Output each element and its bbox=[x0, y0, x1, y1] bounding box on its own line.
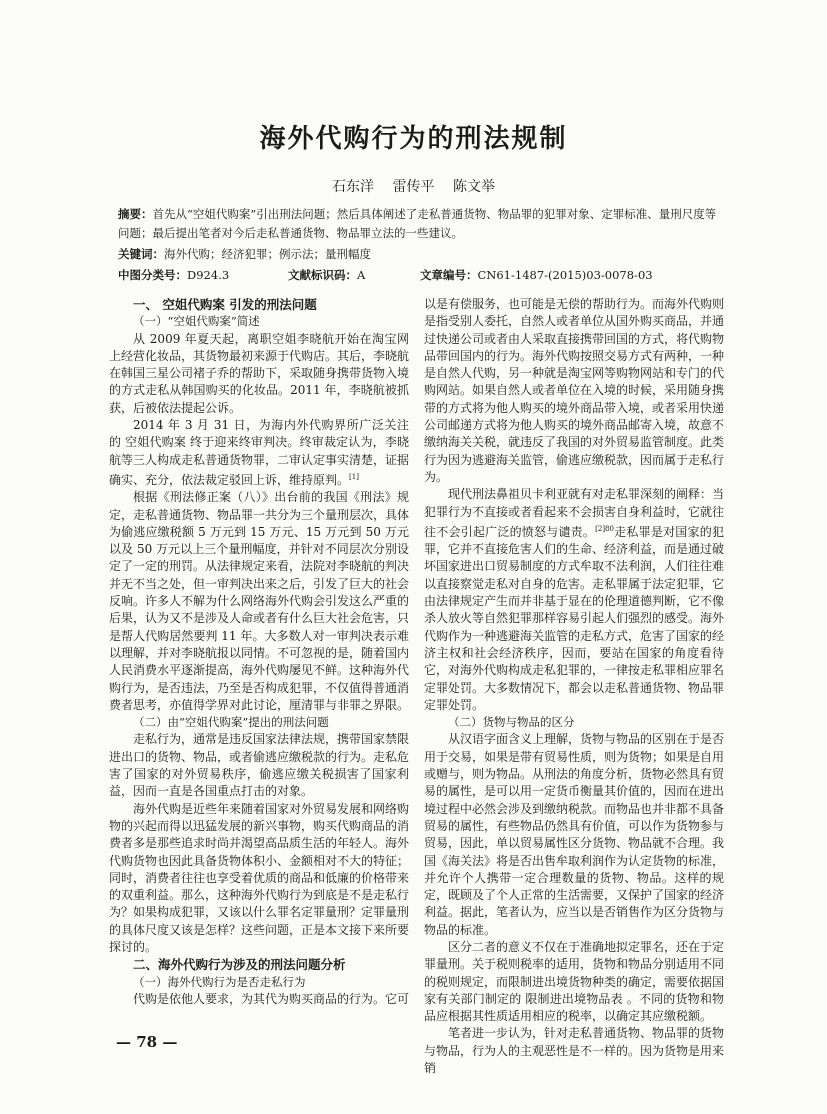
article-number: 文章编号：CN61-1487-(2015)03-0078-03 bbox=[420, 268, 653, 282]
paragraph: 以是有偿服务，也可能是无偿的帮助行为。而海外代购则是指受别人委托，自然人或者单位从国外购买商品，并通过快递公司或者由人采取直接携带回国的方式，将代购物品带回国内的行为。海外代购按照交易方式有两种，一种是自然人代购，另一种就是淘宝网等购物网站和专门的代购网站。如果自然人或者单位在入境的时候，采用随身携带的方式将为他人购买的境外商品带入境，或者采用快递公司邮递方式将为他人购买的境外商品邮寄入境，故意不缴纳海关关税，就违反了我国的对外贸易监管制度。此类行为因为逃避海关监管，偷逃应缴税款，因而属于走私行为。 bbox=[424, 297, 725, 484]
subsection-heading: （一）海外代购行为是否走私行为 bbox=[133, 974, 306, 989]
paragraph: 走私行为，通常是违反国家法律法规，携带国家禁限进出口的货物、物品，或者偷逃应缴税款的行为。走私危害了国家的对外贸易秩序，偷逃应缴关税损害了国家利益，因而一直是各国重点打击的对象。 bbox=[109, 732, 410, 799]
article-title: 海外代购行为的刑法规制 bbox=[259, 124, 568, 154]
citation-ref: [2]80 bbox=[595, 524, 614, 533]
left-column bbox=[109, 296, 409, 1008]
paragraph: 2014 年 3 月 31 日，为海内外代购界所广泛关注的 空姐代购案 终于迎来终审判决。终审裁定认为，李晓航等三人构成走私普通货物罪，二审认定事实清楚，证据确实、充分，依法裁定驳回上诉，维持原判。[1] bbox=[109, 418, 410, 487]
citation-ref: [1] bbox=[349, 472, 359, 481]
section-heading-2: 二、海外代购行为涉及的刑法问题分析 bbox=[133, 957, 346, 973]
author-list: 石东洋 雷传平 陈文举 bbox=[332, 179, 495, 195]
document-code: 文献标识码：A bbox=[288, 268, 366, 282]
paragraph: 从 2009 年夏天起，离职空姐李晓航开始在淘宝网上经营化妆品，其货物最初来源于代购店。其后，李晓航在韩国三星公司褚子乔的帮助下，采取随身携带货物入境的方式走私从韩国购买的化妆品。2011 年，李晓航被抓获，后被依法提起公诉。 bbox=[109, 331, 410, 415]
paragraph: 代购是依他人要求，为其代为购买商品的行为。它可 bbox=[133, 991, 410, 1006]
subsection-heading: （一）“空姐代购案”简述 bbox=[133, 314, 260, 329]
article-identifiers bbox=[118, 266, 728, 285]
paragraph: 区分二者的意义不仅在于准确地拟定罪名，还在于定罪量刑。关于税则税率的适用，货物和物品分别适用不同的税则规定，而限制进出境货物种类的确定，需要依据国家有关部门制定的 限制进出境物品表 。不同的货物和物品应根据其性质适用相应的税率，以确定其应缴税额。 bbox=[424, 939, 725, 1024]
page-number: — 78 — bbox=[116, 1033, 178, 1051]
paragraph: 海外代购是近些年来随着国家对外贸易发展和网络购物的兴起而得以迅猛发展的新兴事物，购买代购商品的消费者多是那些追求时尚并渴望高品质生活的年轻人。海外代购货物也因此具备货物体积小、金额相对不大的特征；同时，消费者往往也享受着优质的商品和低廉的价格带来的双重利益。那么，这种海外代购行为到底是不是走私行为？如果构成犯罪，又该以什么罪名定罪量刑？定罪量刑的具体尺度又该是怎样？这些问题，正是本文接下来所要探讨的。 bbox=[109, 801, 410, 954]
abstract-text: 首先从“空姐代购案”引出刑法问题；然后具体阐述了走私普通货物、物品罪的犯罪对象、定罪标准、量刑尺度等问题；最后提出笔者对今后走私普通货物、物品罪立法的一些建议。 bbox=[118, 207, 717, 240]
paragraph: 从汉语字面含义上理解，货物与物品的区别在于是否用于交易，如果是带有贸易性质，则为货物；如果是自用或赠与，则为物品。从刑法的角度分析，货物必然具有贸易的属性，是可以用一定货币衡量其价值的，因而在进出境过程中必然会涉及到缴纳税款。而物品也并非都不具备贸易的属性，有些物品仍然具有价值，可以作为货物参与贸易，因此，单以贸易属性区分货物、物品就不合理。我国《海关法》将是否出售牟取利润作为认定货物的标准，并允许个人携带一定合理数量的货物、物品。这样的规定，既顾及了个人正常的生活需要，又保护了国家的经济利益。据此，笔者认为，应当以是否销售作为区分货物与物品的标准。 bbox=[424, 732, 725, 937]
paragraph: 笔者进一步认为，针对走私普通货物、物品罪的货物与物品，行为人的主观恶性是不一样的。因为货物是用来销 bbox=[424, 1026, 725, 1076]
abstract-label: 摘要： bbox=[118, 207, 153, 221]
keywords-label: 关键词： bbox=[118, 247, 164, 261]
section-heading-1: 一、 空姐代购案 引发的刑法问题 bbox=[133, 297, 317, 312]
subsection-heading: （二）货物与物品的区分 bbox=[448, 715, 575, 730]
abstract bbox=[118, 205, 718, 243]
subsection-heading: （二）由“空姐代购案”提出的刑法问题 bbox=[133, 715, 329, 730]
paragraph: 根据《刑法修正案（八）》出台前的我国《刑法》规定，走私普通货物、物品罪一共分为三个量刑层次，具体为偷逃应缴税额 5 万元到 15 万元、15 万元到 50 万元以及 50 万元以上三个量刑幅度，并针对不同层次分别设定了一定的刑罚。从法律规定来看，法院对李晓航的判决并无不当之处，但一审判决出来之后，引发了巨大的社会反响。许多人不解为什么网络海外代购会引发这么严重的后果，认为又不是涉及人命或者有什么巨大社会危害，只是帮人代购居然要判 11 年。大多数人对一审判决表示难以理解，并对李晓航报以同情。不可忽视的是，随着国内人民消费水平逐渐提高，海外代购屡见不鲜。这种海外代购行为，是否违法，乃至是否构成犯罪，不仅值得普通消费者思考，亦值得学界对此讨论，厘清罪与非罪之界限。 bbox=[109, 490, 410, 712]
paragraph: 现代刑法鼻祖贝卡利亚就有对走私罪深刻的阐释：当犯罪行为不直接或者看起来不会损害自身利益时，它就往往不会引起广泛的愤怒与谴责。$^{[2]80}$走私罪是对国家的犯罪，它并不直接危害人们的生命、经济利益，而是通过破坏国家进出口贸易制度的方式牟取不法利润，人们往往难以直接察觉走私对自身的危害。走私罪属于法定犯罪，它由法律规定产生而并非基于显在的伦理道德判断，它不像杀人放火等自然犯罪那样容易引起人们强烈的感受。海外代购作为一种逃避海关监管的走私方式，危害了国家的经济主权和社会经济秩序，因而，要站在国家的角度看待它，对海外代购构成走私犯罪的，一律按走私罪相应罪名定罪处罚。大多数情况下，都会以走私普通货物、物品罪定罪处罚。 bbox=[424, 487, 725, 712]
classification-number: 中图分类号：D924.3 bbox=[118, 268, 230, 282]
keywords bbox=[118, 245, 718, 264]
right-column bbox=[424, 296, 724, 1077]
keywords-text: 海外代购；经济犯罪；例示法；量刑幅度 bbox=[164, 247, 371, 261]
